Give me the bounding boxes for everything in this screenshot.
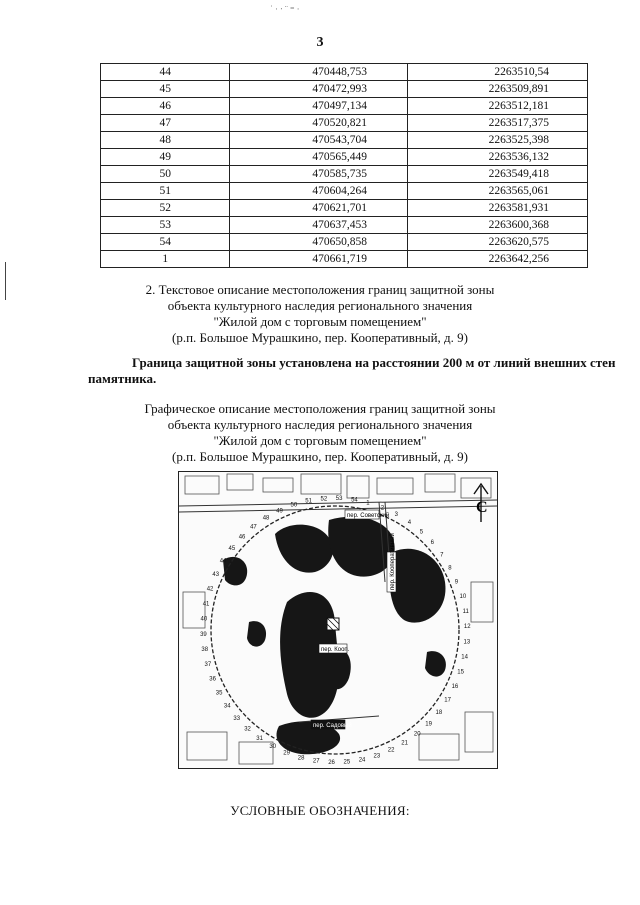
boundary-point-label: 13 (463, 639, 471, 646)
boundary-point-label: 11 (462, 608, 469, 615)
boundary-point-label: 33 (233, 715, 241, 722)
boundary-point-label: 44 (219, 558, 227, 565)
map-drawing (179, 472, 497, 768)
section2-title-line-2: объекта культурного наследия регионального значения (167, 298, 473, 313)
table-row (101, 200, 588, 217)
boundary-point-label: 5 (419, 529, 424, 536)
y-coordinate-cell: 2263525,398 (407, 132, 587, 149)
boundary-description-line-1: Граница защитной зоны установлена на расстоянии 200 м от линий внешних стен (132, 355, 616, 370)
x-coordinate-cell: 470497,134 (230, 98, 408, 115)
boundary-point-label: 20 (413, 731, 421, 738)
boundary-point-label: 35 (215, 690, 223, 697)
street-label-sadoviy-text: пер. Садовый (313, 723, 352, 729)
graphic-title-line-2: объекта культурного наследия регионального значения (167, 417, 473, 432)
boundary-point-label: 1 (366, 500, 370, 507)
y-coordinate-cell: 2263620,575 (407, 234, 587, 251)
x-coordinate-cell: 470472,993 (230, 81, 408, 98)
boundary-point-label: 54 (351, 497, 358, 504)
point-number-cell: 44 (101, 64, 230, 81)
boundary-point-label: 19 (425, 721, 432, 728)
street-label-sovetskiy-text: пер. Советский (347, 513, 390, 519)
y-coordinate-cell: 2263509,891 (407, 81, 587, 98)
boundary-point-label: 36 (209, 676, 216, 683)
protection-zone-map (178, 471, 498, 769)
boundary-point-label: 8 (448, 565, 452, 572)
boundary-point-label: 50 (290, 502, 298, 509)
street-label-kooperativniy-text: пер. Кооперативный (390, 533, 396, 590)
boundary-point-label: 17 (444, 697, 451, 704)
boundary-point-label: 39 (200, 631, 207, 638)
x-coordinate-cell: 470565,449 (230, 149, 408, 166)
boundary-point-label: 41 (202, 601, 210, 608)
x-coordinate-cell: 470585,735 (230, 166, 408, 183)
scan-specks: ˙·‧¨⁼· (270, 4, 302, 14)
table-row (101, 166, 588, 183)
boundary-point-label: 53 (335, 496, 343, 503)
boundary-point-label: 3 (394, 511, 398, 518)
street-label-sadoviy (311, 720, 352, 729)
boundary-point-label: 22 (387, 747, 395, 754)
x-coordinate-cell: 470650,858 (230, 234, 408, 251)
y-coordinate-cell: 2263600,368 (407, 217, 587, 234)
x-coordinate-cell: 470448,753 (230, 64, 408, 81)
table-row (101, 234, 588, 251)
street-label-koop-short-text: пер. Кооп. (321, 647, 350, 653)
street-label-koop-short (319, 644, 350, 653)
boundary-point-label: 4 (407, 519, 412, 526)
boundary-point-label: 51 (305, 498, 312, 505)
north-arrow-icon (474, 484, 488, 522)
boundary-point-label: 18 (435, 709, 443, 716)
boundary-point-label: 29 (283, 750, 290, 757)
table-row (101, 81, 588, 98)
table-row (101, 98, 588, 115)
x-coordinate-cell: 470621,701 (230, 200, 408, 217)
boundary-point-label: 38 (201, 647, 209, 654)
y-coordinate-cell: 2263517,375 (407, 115, 587, 132)
boundary-point-label: 10 (459, 593, 467, 600)
monument-marker (327, 618, 339, 630)
point-number-cell: 54 (101, 234, 230, 251)
x-coordinate-cell: 470543,704 (230, 132, 408, 149)
boundary-point-label: 15 (457, 669, 464, 676)
point-number-cell: 48 (101, 132, 230, 149)
boundary-point-label: 16 (451, 683, 459, 690)
boundary-point-label: 42 (206, 586, 214, 593)
table-row (101, 217, 588, 234)
y-coordinate-cell: 2263510,54 (407, 64, 587, 81)
point-number-cell: 1 (101, 251, 230, 268)
table-row (101, 132, 588, 149)
boundary-point-label: 9 (454, 579, 459, 586)
table-row (101, 115, 588, 132)
boundary-description-line-2: памятника. (88, 371, 157, 386)
boundary-point-label: 7 (440, 552, 444, 559)
point-number-cell: 53 (101, 217, 230, 234)
boundary-point-label: 52 (320, 496, 328, 503)
point-number-cell: 49 (101, 149, 230, 166)
x-coordinate-cell: 470661,719 (230, 251, 408, 268)
y-coordinate-cell: 2263565,061 (407, 183, 587, 200)
table-row (101, 64, 588, 81)
point-number-cell: 51 (101, 183, 230, 200)
table-row (101, 183, 588, 200)
boundary-point-label: 28 (297, 755, 305, 762)
boundary-point-label: 47 (250, 524, 257, 531)
boundary-point-label: 25 (343, 759, 351, 766)
point-number-cell: 47 (101, 115, 230, 132)
y-coordinate-cell: 2263549,418 (407, 166, 587, 183)
boundary-point-label: 37 (204, 662, 212, 669)
boundary-point-label: 45 (228, 546, 236, 553)
table-row (101, 149, 588, 166)
table-row (101, 251, 588, 268)
section2-title-line-3: "Жилой дом с торговым помещением" (213, 314, 427, 329)
graphic-title-line-4: (р.п. Большое Мурашкино, пер. Кооперативный, д. 9) (172, 449, 468, 464)
boundary-point-label: 32 (244, 726, 251, 733)
boundary-point-label: 6 (430, 540, 434, 547)
boundary-point-label: 23 (373, 753, 381, 760)
boundary-point-label: 21 (401, 740, 408, 747)
boundary-point-label: 14 (461, 654, 468, 661)
legend-title: УСЛОВНЫЕ ОБОЗНАЧЕНИЯ: (230, 803, 410, 818)
boundary-point-label: 49 (276, 508, 283, 515)
boundary-point-label: 31 (256, 736, 263, 743)
x-coordinate-cell: 470604,264 (230, 183, 408, 200)
section2-title-line-1: 2. Текстовое описание местоположения границ защитной зоны (145, 282, 495, 297)
point-number-cell: 52 (101, 200, 230, 217)
y-coordinate-cell: 2263536,132 (407, 149, 587, 166)
boundary-point-label: 43 (212, 572, 220, 579)
north-letter: С (476, 499, 488, 516)
boundary-point-label: 26 (328, 759, 335, 766)
boundary-point-label: 30 (269, 744, 277, 751)
point-number-cell: 50 (101, 166, 230, 183)
graphic-title-line-3: "Жилой дом с торговым помещением" (213, 433, 427, 448)
y-coordinate-cell: 2263512,181 (407, 98, 587, 115)
dark-vegetation-areas (223, 517, 446, 755)
x-coordinate-cell: 470520,821 (230, 115, 408, 132)
boundary-point-label: 12 (463, 624, 471, 631)
boundary-point-label: 2 (380, 505, 385, 512)
coordinates-table (100, 63, 588, 268)
section2-title-line-4: (р.п. Большое Мурашкино, пер. Кооперативный, д. 9) (172, 330, 468, 345)
boundary-point-label: 46 (238, 534, 246, 541)
boundary-point-label: 40 (200, 616, 208, 623)
y-coordinate-cell: 2263642,256 (407, 251, 587, 268)
point-number-cell: 45 (101, 81, 230, 98)
boundary-point-label: 48 (262, 515, 270, 522)
y-coordinate-cell: 2263581,931 (407, 200, 587, 217)
boundary-point-label: 24 (358, 757, 366, 764)
graphic-title-line-1: Графическое описание местоположения границ защитной зоны (144, 401, 496, 416)
point-number-cell: 46 (101, 98, 230, 115)
page-number: 3 (316, 35, 324, 50)
boundary-point-label: 27 (312, 758, 320, 765)
x-coordinate-cell: 470637,453 (230, 217, 408, 234)
street-label-sovetskiy (345, 510, 389, 519)
boundary-point-label: 34 (223, 703, 231, 710)
